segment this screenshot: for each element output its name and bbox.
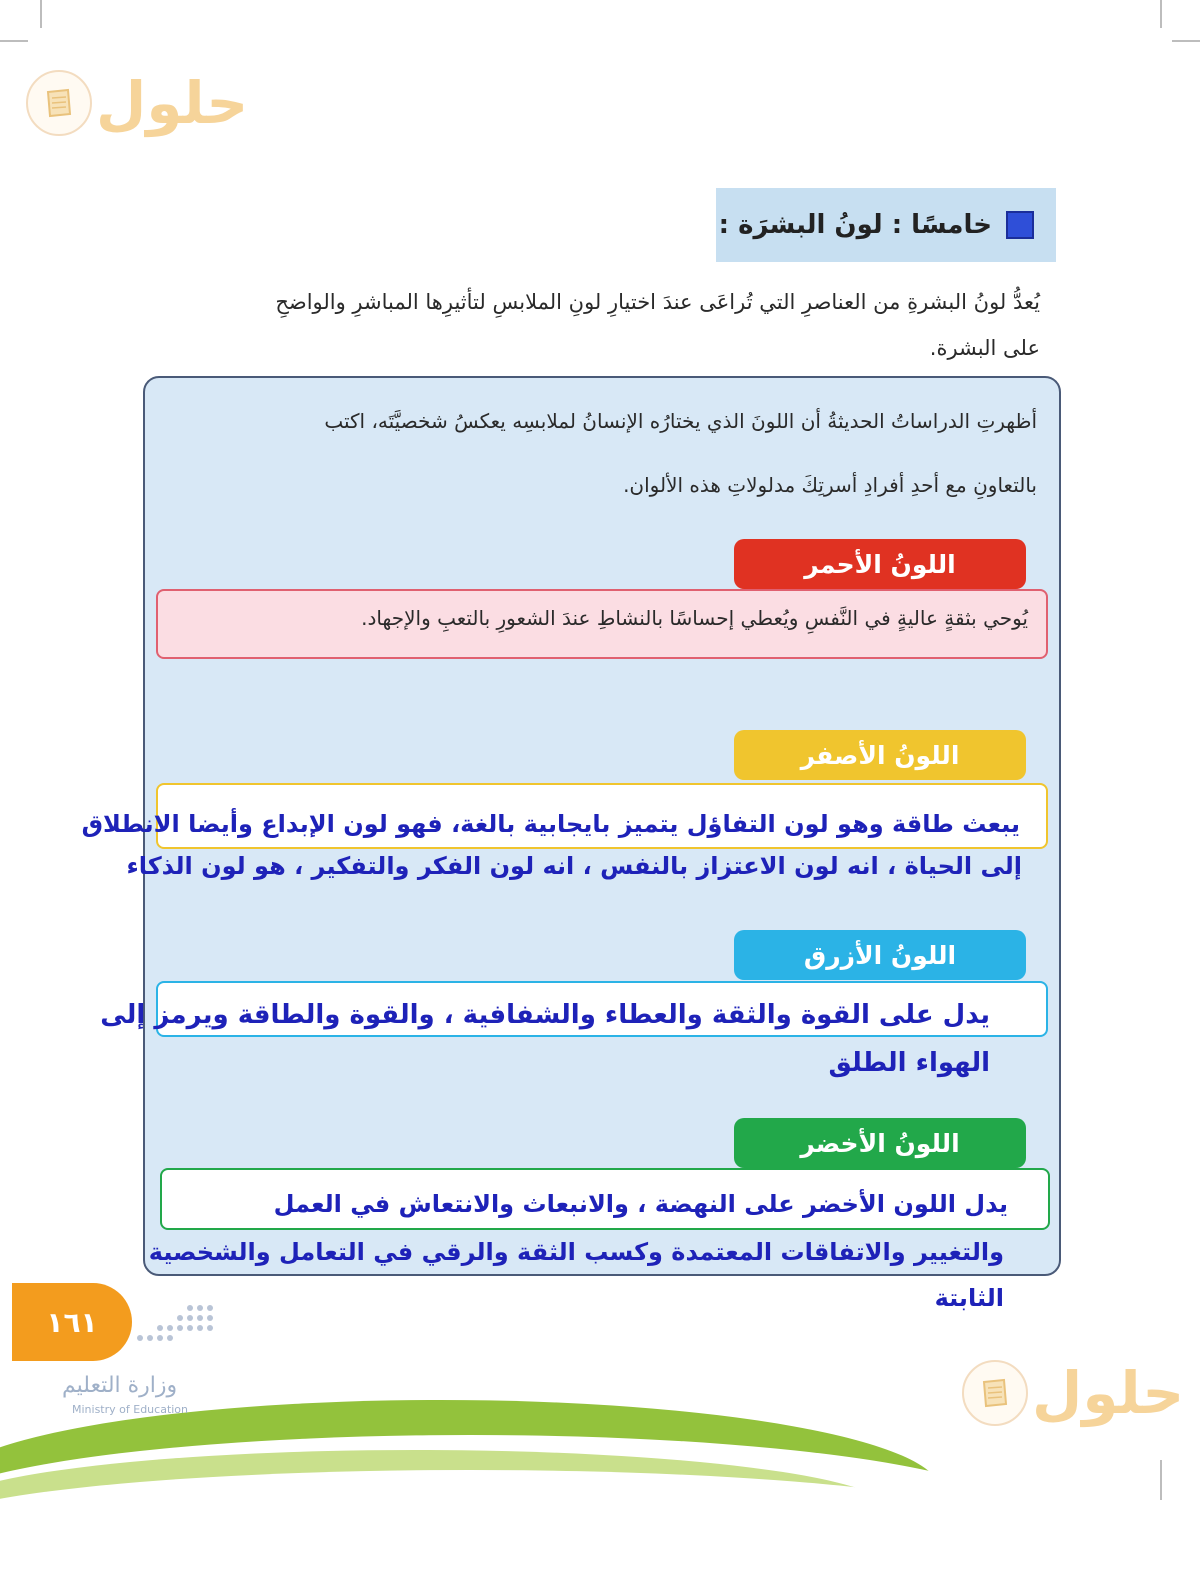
watermark-text: حلول: [96, 69, 249, 137]
page-number-tab: [12, 1283, 132, 1361]
crop-mark: [1172, 40, 1200, 42]
section-title: خامسًا : لونُ البشرَة :: [718, 210, 992, 240]
answer-yellow-line: يبعث طاقة وهو لون التفاؤل يتميز بايجابية بالغة، فهو لون الإبداع وأيضا الانطلاق: [81, 810, 1020, 838]
watermark-logo: [26, 70, 248, 136]
book-icon: [26, 70, 92, 136]
label-yellow: اللونُ الأصفر: [734, 730, 1026, 780]
book-icon: [962, 1360, 1028, 1426]
intro-line: على البشرة.: [929, 336, 1040, 360]
watermark-logo: [962, 1360, 1184, 1426]
label-red: اللونُ الأحمر: [734, 539, 1026, 589]
watermark-text: حلول: [1032, 1359, 1185, 1427]
answer-red-line: يُوحي بثقةٍ عاليةٍ في النَّفسِ ويُعطي إحساسًا بالنشاطِ عندَ الشعورِ بالتعبِ والإجهاد.: [361, 606, 1028, 630]
answer-yellow-line: إلى الحياة ، انه لون الاعتزاز بالنفس ، انه لون الفكر والتفكير ، هو لون الذكاء: [126, 852, 1022, 880]
ministry-name: وزارة التعليم: [62, 1373, 178, 1398]
answer-blue-line: الهواء الطلق: [828, 1048, 990, 1078]
activity-instructions: بالتعاونِ مع أحدِ أفرادِ أسرتِكَ مدلولاتِ هذه الألوان.: [623, 473, 1037, 497]
answer-green-line: يدل اللون الأخضر على النهضة ، والانبعاث والانتعاش في العمل: [273, 1190, 1008, 1218]
section-heading: [716, 188, 1056, 262]
answer-blue-line: يدل على القوة والثقة والعطاء والشفافية ، والقوة والطاقة ويرمز إلى: [100, 1000, 990, 1030]
label-green: اللونُ الأخضر: [734, 1118, 1026, 1168]
crop-mark: [0, 40, 28, 42]
page-number: ١٦١: [46, 1305, 98, 1339]
ministry-name-en: Ministry of Education: [72, 1403, 189, 1416]
answer-green-line: والتغيير والاتفاقات المعتمدة وكسب الثقة والرقي في التعامل والشخصية: [148, 1238, 1004, 1266]
ministry-dots-icon: [130, 1300, 220, 1350]
crop-mark: [1160, 1460, 1162, 1500]
crop-mark: [1160, 0, 1162, 28]
footer-wave: [0, 1470, 1020, 1590]
answer-green-line: الثابتة: [934, 1284, 1004, 1312]
label-blue: اللونُ الأزرق: [734, 930, 1026, 980]
crop-mark: [40, 0, 42, 28]
square-bullet-icon: [1006, 211, 1034, 239]
activity-instructions: أظهرتِ الدراساتُ الحديثةُ أن اللونَ الذي يختارُه الإنسانُ لملابسِه يعكسُ شخصيَّتَه، اكتب: [324, 409, 1037, 433]
intro-line: يُعدُّ لونُ البشرةِ من العناصرِ التي تُراعَى عندَ اختيارِ لونِ الملابسِ لتأثيرِها المباشرِ والواضحِ: [275, 290, 1040, 314]
